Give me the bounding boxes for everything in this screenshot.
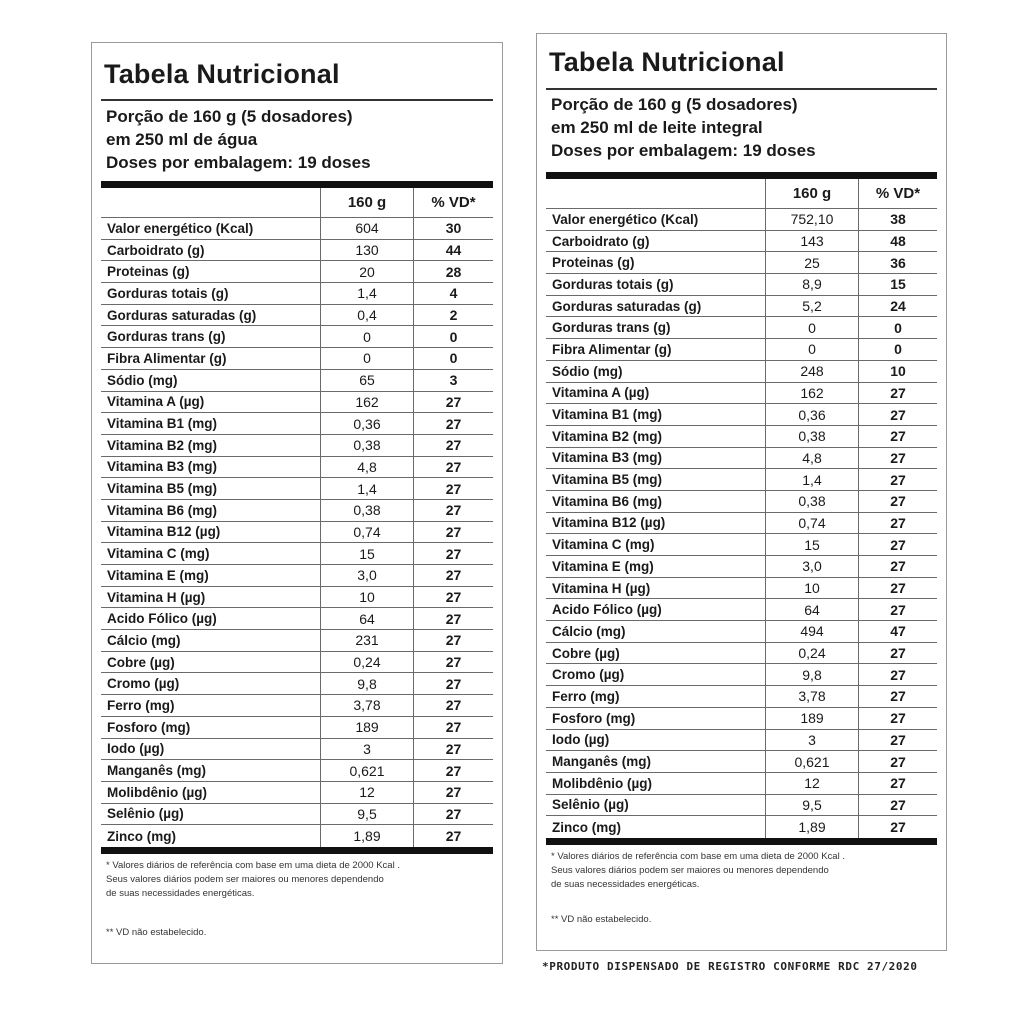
footnote-line: Seus valores diários podem ser maiores ou menores dependendo xyxy=(106,874,384,885)
nutrient-name: Gorduras totais (g) xyxy=(107,285,229,301)
nutrition-panel-water xyxy=(91,42,503,964)
nutrient-amount: 15 xyxy=(320,543,414,564)
nutrient-vd: 44 xyxy=(445,242,462,259)
nutrient-amount: 15 xyxy=(765,534,859,555)
table-row xyxy=(101,326,493,348)
table-row xyxy=(101,652,493,674)
table-row xyxy=(546,404,937,426)
nutrient-name: Cromo (µg) xyxy=(107,676,180,692)
table-row xyxy=(546,252,937,274)
nutrient-name: Vitamina B3 (mg) xyxy=(552,450,663,466)
nutrient-vd: 27 xyxy=(445,805,462,822)
nutrient-vd: 27 xyxy=(445,437,462,454)
nutrient-amount: 3,78 xyxy=(320,695,414,716)
nutrient-amount: 0,36 xyxy=(765,404,859,425)
nutrient-name: Vitamina C (mg) xyxy=(552,537,655,553)
nutrient-amount: 189 xyxy=(765,708,859,729)
nutrient-vd: 27 xyxy=(890,753,906,770)
nutrient-name: Carboidrato (g) xyxy=(107,242,205,258)
table-row xyxy=(546,556,937,578)
nutrient-name: Vitamina C (mg) xyxy=(107,546,210,562)
table-bottom-bar xyxy=(546,838,937,845)
table-header xyxy=(101,188,493,218)
nutrient-vd: 27 xyxy=(890,580,906,597)
nutrient-vd: 27 xyxy=(445,697,462,714)
footnote-line: Seus valores diários podem ser maiores ou menores dependendo xyxy=(551,865,829,876)
nutrient-vd: 27 xyxy=(445,480,462,497)
table-row xyxy=(546,231,937,253)
footnote-vd: ** VD não estabelecido. xyxy=(106,927,207,938)
serving-info xyxy=(106,105,371,174)
nutrient-amount: 0,74 xyxy=(765,513,859,534)
nutrient-amount: 162 xyxy=(765,383,859,404)
nutrient-name: Vitamina B12 (µg) xyxy=(107,524,221,540)
nutrient-amount: 3,0 xyxy=(320,565,414,586)
nutrient-name: Cobre (µg) xyxy=(552,645,620,661)
table-row xyxy=(546,209,937,231)
nutrient-vd: 27 xyxy=(445,415,462,432)
nutrient-amount: 1,4 xyxy=(765,469,859,490)
nutrient-amount: 0 xyxy=(320,348,414,369)
nutrient-amount: 604 xyxy=(320,218,414,239)
nutrient-amount: 752,10 xyxy=(765,209,859,230)
nutrient-amount: 3,0 xyxy=(765,556,859,577)
nutrient-amount: 1,4 xyxy=(320,478,414,499)
nutrient-name: Ferro (mg) xyxy=(107,697,175,713)
nutrient-amount: 231 xyxy=(320,630,414,651)
nutrient-vd: 27 xyxy=(445,589,462,606)
table-top-bar xyxy=(101,181,493,188)
nutrient-vd: 27 xyxy=(890,666,906,683)
nutrient-name: Zinco (mg) xyxy=(552,819,621,835)
table-row xyxy=(546,816,937,838)
table-row xyxy=(546,534,937,556)
nutrient-name: Gorduras saturadas (g) xyxy=(107,307,257,323)
nutrient-name: Acido Fólico (µg) xyxy=(107,611,217,627)
nutrient-vd: 0 xyxy=(449,350,458,367)
nutrient-vd: 27 xyxy=(445,654,462,671)
table-row xyxy=(546,361,937,383)
table-row xyxy=(101,717,493,739)
nutrient-amount: 3 xyxy=(765,730,859,751)
nutrient-amount: 64 xyxy=(765,599,859,620)
nutrient-vd: 27 xyxy=(890,449,906,466)
nutrient-name: Vitamina B5 (mg) xyxy=(107,481,218,497)
table-row xyxy=(546,621,937,643)
nutrient-vd: 38 xyxy=(890,211,906,228)
table-row xyxy=(546,751,937,773)
table-row xyxy=(101,630,493,652)
nutrient-name: Selênio (µg) xyxy=(552,797,629,813)
nutrient-name: Proteinas (g) xyxy=(552,255,635,271)
nutrient-amount: 0,621 xyxy=(765,751,859,772)
table-row xyxy=(546,643,937,665)
nutrient-amount: 9,8 xyxy=(765,664,859,685)
nutrient-amount: 0 xyxy=(765,317,859,338)
nutrient-name: Cromo (µg) xyxy=(552,667,625,683)
nutrient-name: Vitamina A (µg) xyxy=(552,385,650,401)
nutrient-name: Vitamina B1 (mg) xyxy=(552,407,663,423)
table-row xyxy=(101,804,493,826)
table-row xyxy=(546,339,937,361)
nutrient-vd: 27 xyxy=(890,428,906,445)
nutrient-vd: 30 xyxy=(445,220,462,237)
nutrient-name: Molibdênio (µg) xyxy=(107,784,208,800)
nutrient-amount: 10 xyxy=(320,587,414,608)
nutrient-amount: 20 xyxy=(320,261,414,282)
table-row xyxy=(101,370,493,392)
serving-line: Porção de 160 g (5 dosadores) xyxy=(106,107,353,126)
table-row xyxy=(546,578,937,600)
table-header xyxy=(546,179,937,209)
nutrient-amount: 9,5 xyxy=(765,795,859,816)
nutrient-name: Valor energético (Kcal) xyxy=(552,211,699,227)
table-row xyxy=(101,608,493,630)
nutrient-amount: 9,5 xyxy=(320,804,414,825)
nutrient-amount: 1,4 xyxy=(320,283,414,304)
doses-line: Doses por embalagem: 19 doses xyxy=(551,141,816,160)
table-row xyxy=(546,730,937,752)
table-row xyxy=(546,426,937,448)
panel-title: Tabela Nutricional xyxy=(549,47,785,77)
footnote-line: de suas necessidades energéticas. xyxy=(551,879,700,890)
nutrient-name: Vitamina A (µg) xyxy=(107,394,205,410)
table-row xyxy=(546,383,937,405)
nutrient-name: Vitamina B5 (mg) xyxy=(552,472,663,488)
nutrient-amount: 8,9 xyxy=(765,274,859,295)
nutrient-name: Ferro (mg) xyxy=(552,688,620,704)
table-row xyxy=(546,491,937,513)
table-row xyxy=(546,469,937,491)
nutrient-amount: 0 xyxy=(765,339,859,360)
header-vd: % VD* xyxy=(431,194,476,211)
table-row xyxy=(546,448,937,470)
nutrient-name: Vitamina B6 (mg) xyxy=(107,502,218,518)
nutrient-vd: 15 xyxy=(890,276,906,293)
nutrient-name: Cálcio (mg) xyxy=(107,632,181,648)
table-row xyxy=(546,664,937,686)
nutrient-vd: 27 xyxy=(445,545,462,562)
nutrient-amount: 9,8 xyxy=(320,673,414,694)
nutrient-vd: 27 xyxy=(890,406,906,423)
nutrient-vd: 47 xyxy=(890,623,906,640)
nutrient-vd: 27 xyxy=(890,731,906,748)
nutrient-vd: 27 xyxy=(445,632,462,649)
header-vd: % VD* xyxy=(875,185,921,202)
header-portion: 160 g xyxy=(765,179,859,208)
nutrient-name: Sódio (mg) xyxy=(552,363,623,379)
nutrient-vd: 27 xyxy=(890,775,906,792)
footnote-reference xyxy=(106,859,488,901)
nutrient-vd: 27 xyxy=(445,393,462,410)
table-row xyxy=(546,599,937,621)
nutrient-name: Vitamina H (µg) xyxy=(107,589,206,605)
nutrient-name: Vitamina B2 (mg) xyxy=(552,428,663,444)
footnote-line: * Valores diários de referência com base em uma dieta de 2000 Kcal . xyxy=(106,860,400,871)
table-row xyxy=(101,565,493,587)
table-row xyxy=(546,274,937,296)
footnote-reference xyxy=(551,850,932,892)
nutrient-amount: 189 xyxy=(320,717,414,738)
doses-line: Doses por embalagem: 19 doses xyxy=(106,153,371,172)
nutrient-amount: 0,38 xyxy=(320,500,414,521)
nutrient-vd: 10 xyxy=(890,363,906,380)
nutrient-vd: 2 xyxy=(449,307,458,324)
nutrient-amount: 0,621 xyxy=(320,760,414,781)
nutrient-name: Vitamina B6 (mg) xyxy=(552,493,663,509)
table-row xyxy=(546,686,937,708)
table-row xyxy=(101,500,493,522)
table-row xyxy=(546,708,937,730)
table-row xyxy=(101,739,493,761)
nutrient-vd: 0 xyxy=(449,328,458,345)
nutrient-vd: 27 xyxy=(445,610,462,627)
nutrient-amount: 0,38 xyxy=(320,435,414,456)
nutrient-amount: 25 xyxy=(765,252,859,273)
serving-line: em 250 ml de água xyxy=(106,130,258,149)
nutrient-vd: 27 xyxy=(445,828,462,845)
nutrient-name: Gorduras totais (g) xyxy=(552,276,674,292)
nutrient-name: Gorduras trans (g) xyxy=(552,320,671,336)
nutrient-amount: 1,89 xyxy=(320,825,414,847)
nutrient-name: Manganês (mg) xyxy=(552,754,652,770)
nutrient-vd: 3 xyxy=(449,372,458,389)
nutrient-amount: 130 xyxy=(320,240,414,261)
nutrient-vd: 27 xyxy=(445,458,462,475)
nutrient-vd: 0 xyxy=(894,341,902,358)
nutrient-vd: 27 xyxy=(890,493,906,510)
nutrient-amount: 65 xyxy=(320,370,414,391)
table-row xyxy=(101,305,493,327)
table-row xyxy=(101,392,493,414)
title-rule xyxy=(101,99,493,101)
nutrient-amount: 4,8 xyxy=(765,448,859,469)
nutrient-amount: 12 xyxy=(320,782,414,803)
nutrient-amount: 0,38 xyxy=(765,491,859,512)
nutrient-name: Fosforo (mg) xyxy=(107,719,191,735)
nutrient-vd: 27 xyxy=(890,514,906,531)
nutrient-vd: 28 xyxy=(445,263,462,280)
table-row xyxy=(101,457,493,479)
nutrient-vd: 27 xyxy=(445,567,462,584)
table-row xyxy=(101,782,493,804)
title-rule xyxy=(546,88,937,90)
nutrition-table xyxy=(546,172,937,845)
nutrient-vd: 27 xyxy=(890,819,906,836)
nutrient-vd: 27 xyxy=(445,740,462,757)
nutrient-amount: 0,4 xyxy=(320,305,414,326)
nutrient-name: Vitamina H (µg) xyxy=(552,580,651,596)
nutrient-name: Fosforo (mg) xyxy=(552,710,636,726)
table-row xyxy=(101,283,493,305)
nutrient-name: Gorduras saturadas (g) xyxy=(552,298,702,314)
nutrient-vd: 24 xyxy=(890,298,906,315)
table-row xyxy=(101,348,493,370)
serving-line: Porção de 160 g (5 dosadores) xyxy=(551,95,798,114)
nutrient-amount: 143 xyxy=(765,231,859,252)
nutrient-name: Sódio (mg) xyxy=(107,372,178,388)
table-row xyxy=(101,543,493,565)
nutrient-vd: 27 xyxy=(890,688,906,705)
nutrient-name: Proteinas (g) xyxy=(107,264,190,280)
nutrient-amount: 4,8 xyxy=(320,457,414,478)
nutrient-name: Zinco (mg) xyxy=(107,828,176,844)
table-row xyxy=(101,478,493,500)
nutrient-amount: 0,24 xyxy=(320,652,414,673)
nutrient-vd: 27 xyxy=(890,601,906,618)
table-row xyxy=(546,795,937,817)
footnote-line: de suas necessidades energéticas. xyxy=(106,888,255,899)
table-row xyxy=(101,587,493,609)
nutrient-name: Acido Fólico (µg) xyxy=(552,602,662,618)
serving-info xyxy=(551,93,816,162)
nutrient-amount: 0,24 xyxy=(765,643,859,664)
table-top-bar xyxy=(546,172,937,179)
table-row xyxy=(546,296,937,318)
nutrient-amount: 0,38 xyxy=(765,426,859,447)
nutrient-amount: 0,36 xyxy=(320,413,414,434)
registration-note: *PRODUTO DISPENSADO DE REGISTRO CONFORME RDC 27/2020 xyxy=(542,960,918,973)
nutrient-vd: 27 xyxy=(890,645,906,662)
nutrient-amount: 3,78 xyxy=(765,686,859,707)
nutrient-vd: 27 xyxy=(445,523,462,540)
nutrient-name: Vitamina B1 (mg) xyxy=(107,416,218,432)
nutrient-name: Vitamina E (mg) xyxy=(107,567,209,583)
nutrition-table xyxy=(101,181,493,854)
nutrient-amount: 10 xyxy=(765,578,859,599)
nutrient-amount: 5,2 xyxy=(765,296,859,317)
nutrient-amount: 0 xyxy=(320,326,414,347)
nutrient-amount: 64 xyxy=(320,608,414,629)
nutrient-vd: 27 xyxy=(890,471,906,488)
panel-title: Tabela Nutricional xyxy=(104,59,340,89)
nutrient-vd: 27 xyxy=(890,558,906,575)
nutrient-name: Manganês (mg) xyxy=(107,763,207,779)
header-portion: 160 g xyxy=(320,188,414,217)
nutrient-name: Fibra Alimentar (g) xyxy=(552,341,672,357)
nutrient-name: Gorduras trans (g) xyxy=(107,329,226,345)
table-row xyxy=(101,760,493,782)
table-row xyxy=(101,413,493,435)
table-row xyxy=(101,825,493,847)
nutrient-vd: 27 xyxy=(445,502,462,519)
table-row xyxy=(546,513,937,535)
table-row xyxy=(101,435,493,457)
nutrient-name: Vitamina B2 (mg) xyxy=(107,437,218,453)
nutrient-amount: 1,89 xyxy=(765,816,859,838)
nutrient-name: Selênio (µg) xyxy=(107,806,184,822)
nutrient-amount: 3 xyxy=(320,739,414,760)
nutrient-vd: 27 xyxy=(445,784,462,801)
table-row xyxy=(101,218,493,240)
nutrient-name: Vitamina E (mg) xyxy=(552,558,654,574)
nutrient-vd: 27 xyxy=(890,384,906,401)
nutrient-amount: 12 xyxy=(765,773,859,794)
nutrient-name: Molibdênio (µg) xyxy=(552,775,653,791)
footnote-line: * Valores diários de referência com base em uma dieta de 2000 Kcal . xyxy=(551,851,845,862)
nutrient-vd: 27 xyxy=(890,536,906,553)
nutrient-vd: 27 xyxy=(445,719,462,736)
nutrient-name: Iodo (µg) xyxy=(107,741,165,757)
nutrient-vd: 27 xyxy=(890,710,906,727)
nutrient-vd: 0 xyxy=(894,319,902,336)
nutrient-name: Vitamina B3 (mg) xyxy=(107,459,218,475)
nutrient-amount: 248 xyxy=(765,361,859,382)
table-row xyxy=(101,240,493,262)
table-row xyxy=(546,773,937,795)
nutrient-name: Carboidrato (g) xyxy=(552,233,650,249)
nutrition-panel-milk xyxy=(536,33,947,951)
nutrient-name: Vitamina B12 (µg) xyxy=(552,515,666,531)
nutrient-vd: 27 xyxy=(445,762,462,779)
serving-line: em 250 ml de leite integral xyxy=(551,118,763,137)
nutrient-amount: 494 xyxy=(765,621,859,642)
nutrient-vd: 36 xyxy=(890,254,906,271)
nutrient-vd: 48 xyxy=(890,233,906,250)
footnote-vd: ** VD não estabelecido. xyxy=(551,914,652,925)
nutrient-vd: 27 xyxy=(445,675,462,692)
nutrient-vd: 4 xyxy=(449,285,458,302)
table-bottom-bar xyxy=(101,847,493,854)
table-row xyxy=(101,522,493,544)
table-row xyxy=(101,695,493,717)
nutrient-name: Iodo (µg) xyxy=(552,732,610,748)
table-row xyxy=(101,261,493,283)
nutrient-name: Cálcio (mg) xyxy=(552,623,626,639)
nutrient-name: Fibra Alimentar (g) xyxy=(107,350,227,366)
nutrient-name: Valor energético (Kcal) xyxy=(107,220,254,236)
table-row xyxy=(101,673,493,695)
table-row xyxy=(546,317,937,339)
nutrient-vd: 27 xyxy=(890,796,906,813)
nutrient-name: Cobre (µg) xyxy=(107,654,175,670)
nutrient-amount: 162 xyxy=(320,392,414,413)
nutrient-amount: 0,74 xyxy=(320,522,414,543)
